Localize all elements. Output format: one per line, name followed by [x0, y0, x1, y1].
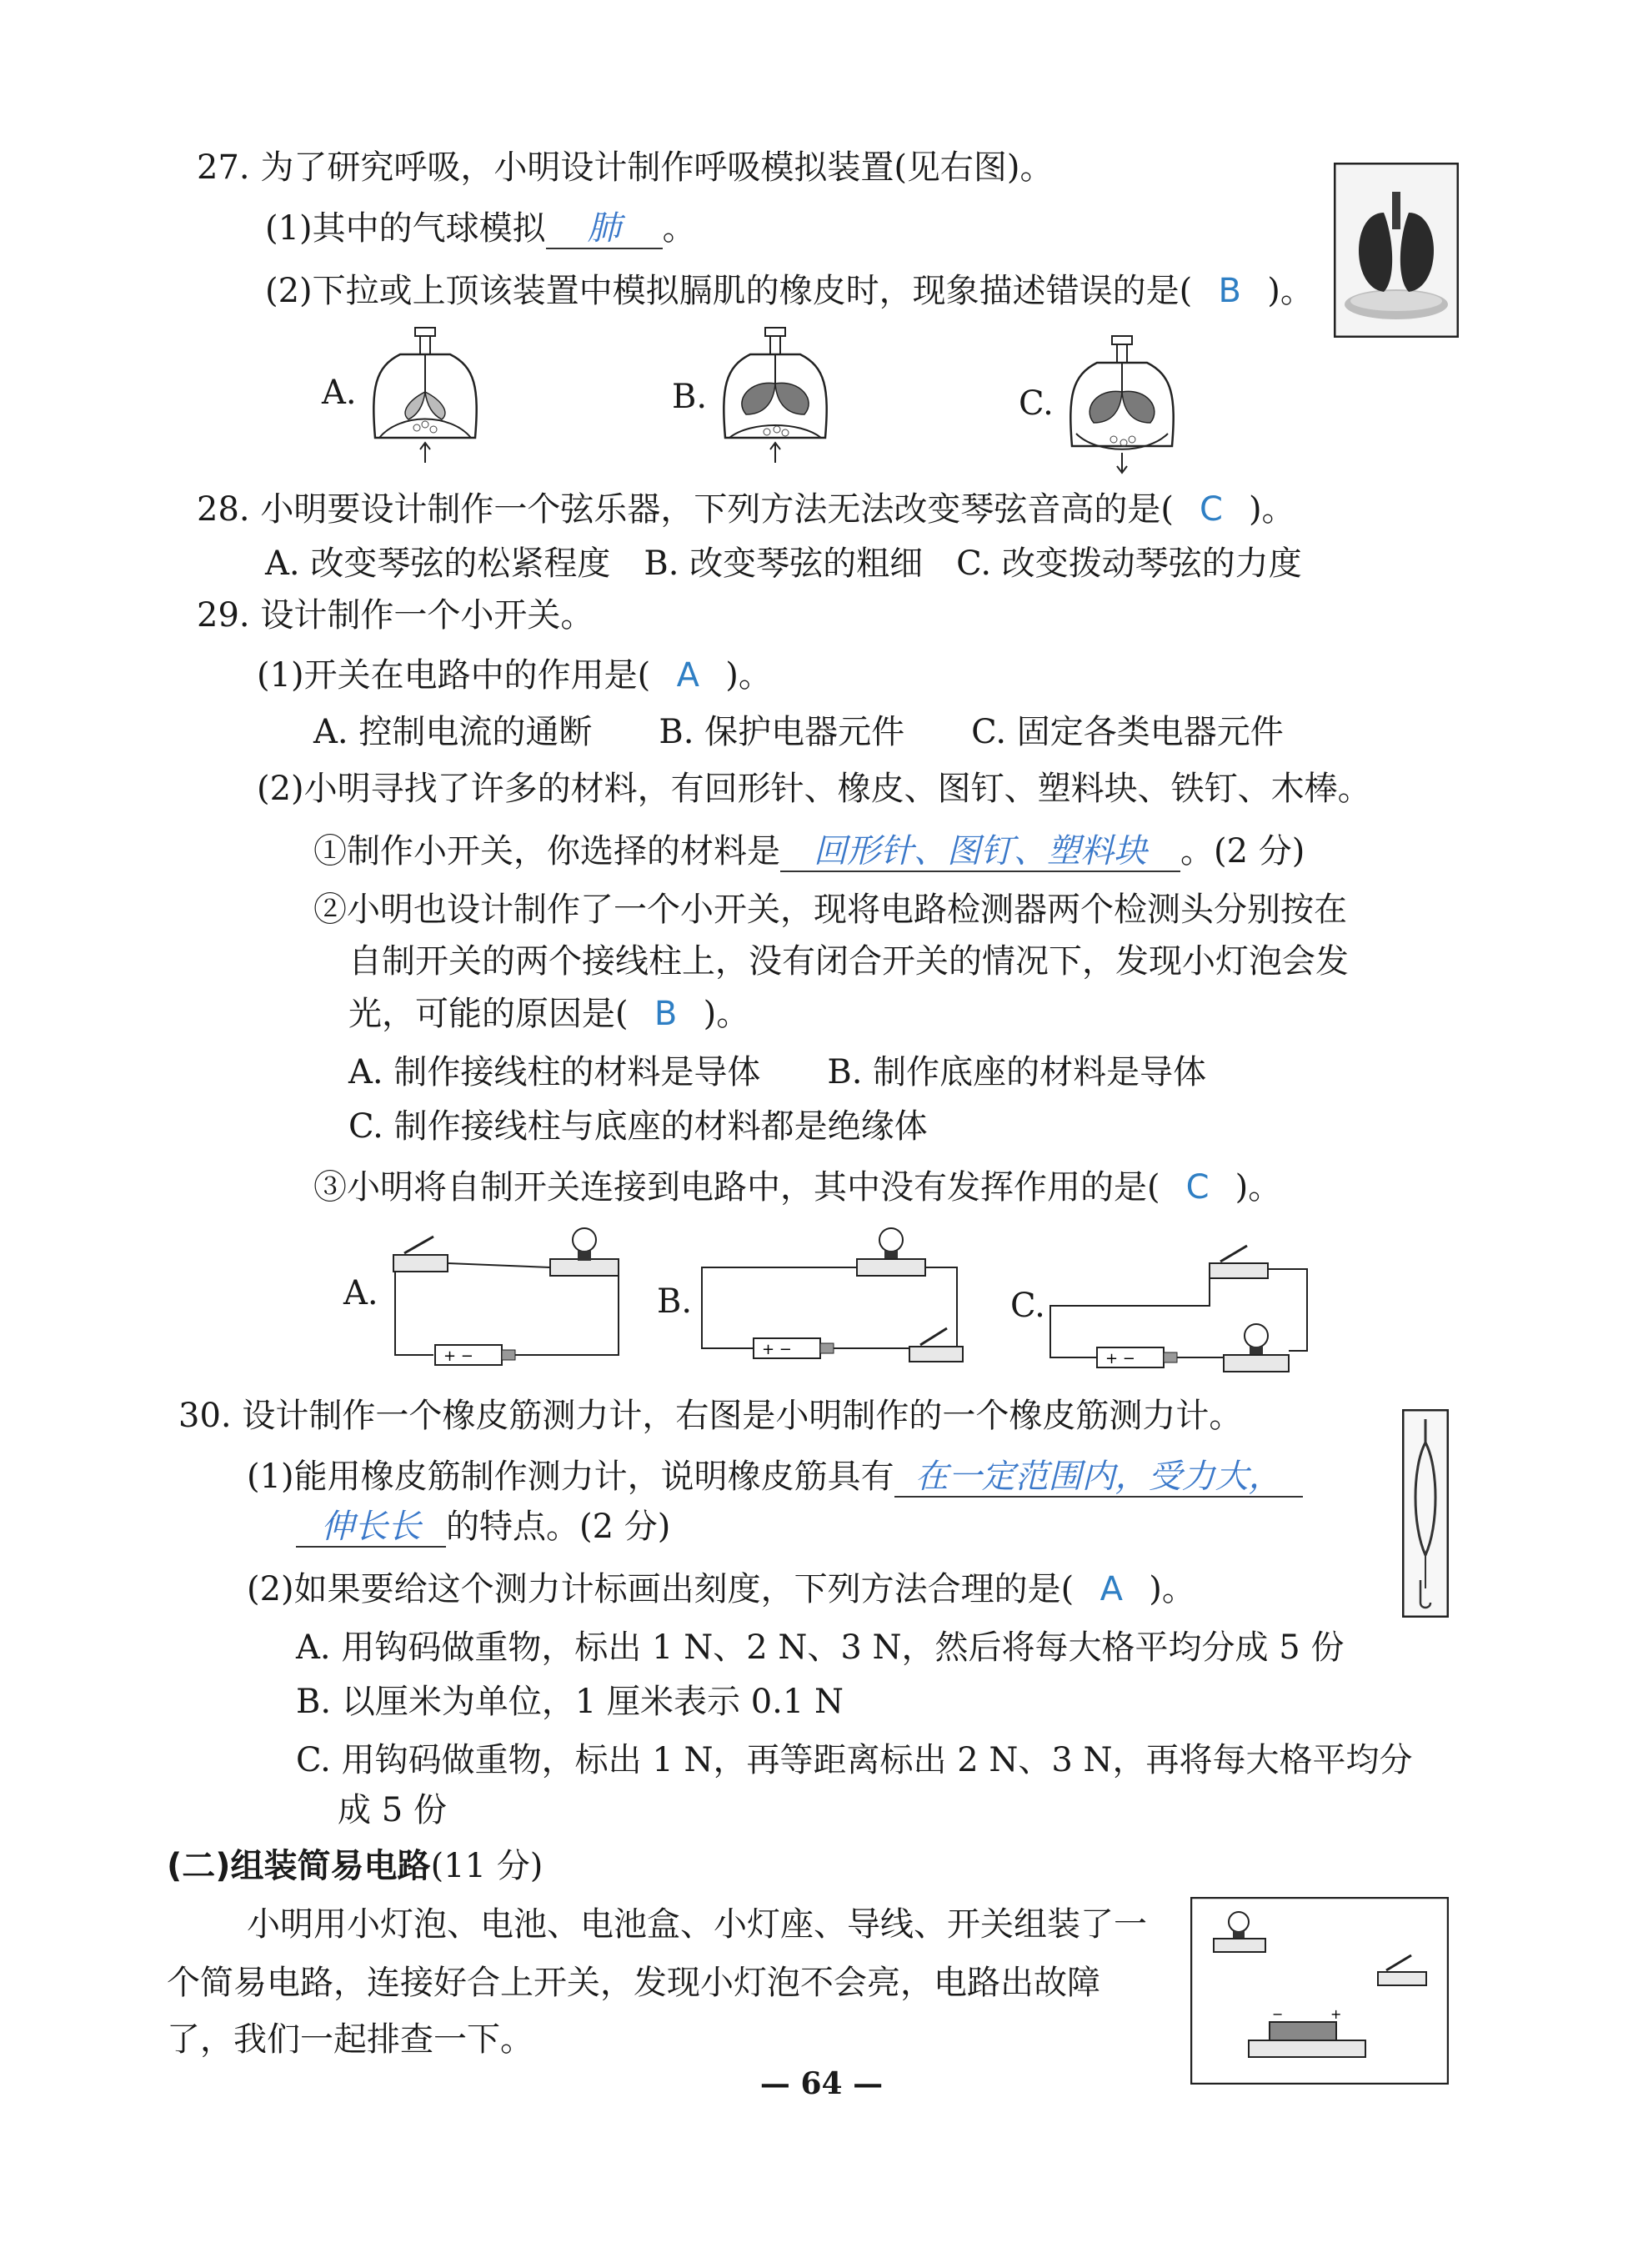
- circuit-b-diagram: [697, 1222, 980, 1372]
- section2-title: (二)组装简易电路: [167, 1847, 431, 1885]
- q29-part1: [257, 654, 772, 697]
- q30-part1: [247, 1455, 1303, 1498]
- q29-part1-options: A. 控制电流的通断 B. 保护电器元件 C. 固定各类电器元件: [313, 713, 1284, 751]
- breathing-model-photo: [1334, 163, 1459, 338]
- q27-option-a-label: A.: [322, 374, 357, 412]
- circuit-b-label: B.: [657, 1282, 693, 1321]
- section2-score: (11 分): [430, 1847, 543, 1885]
- q28-stem: [197, 488, 1295, 531]
- q27-part1: [265, 207, 696, 250]
- q30-part2-end: )。: [1149, 1570, 1195, 1608]
- q28-answer[interactable]: C: [1199, 490, 1223, 529]
- q29-sub2-answer[interactable]: B: [654, 995, 678, 1033]
- page-number-dash-right: —: [842, 2066, 884, 2101]
- q30-part1-text: (1)能用橡皮筋制作测力计，说明橡皮筋具有: [247, 1458, 894, 1496]
- page-number-dash-left: —: [759, 2066, 801, 2101]
- q27-option-b-label: B.: [672, 378, 708, 416]
- q30-option-c-line2: 成 5 份: [338, 1791, 447, 1829]
- bell-jar-a-diagram: [358, 321, 492, 467]
- q29-part1-text: (1)开关在电路中的作用是(: [257, 656, 651, 695]
- q27-stem: 27. 为了研究呼吸，小明设计制作呼吸模拟装置(见右图)。: [197, 148, 1054, 187]
- svg-text:+ −: + −: [1105, 1350, 1135, 1367]
- q29-sub3-answer[interactable]: C: [1185, 1168, 1210, 1207]
- page-number-value: 64: [800, 2066, 843, 2101]
- q27-part2-end: )。: [1267, 272, 1314, 310]
- q27-part2: [265, 269, 1314, 313]
- section2-line2: 个简易电路，连接好合上开关，发现小灯泡不会亮，电路出故障: [167, 1964, 1100, 2002]
- svg-text:+: +: [1330, 2006, 1342, 2022]
- q29-sub3-end: )。: [1235, 1168, 1282, 1207]
- q29-sub1-answer[interactable]: 回形针、图钉、塑料块: [780, 832, 1180, 872]
- circuit-c-label: C.: [1010, 1287, 1045, 1325]
- page-number: [0, 2066, 1643, 2101]
- q27-part2-text: (2)下拉或上顶该装置中模拟膈肌的橡皮时，现象描述错误的是(: [265, 272, 1193, 310]
- q30-option-b: B. 以厘米为单位，1 厘米表示 0.1 N: [296, 1683, 844, 1721]
- q30-part2-answer[interactable]: A: [1100, 1570, 1123, 1608]
- q30-part2: [247, 1568, 1195, 1611]
- svg-text:+ −: + −: [443, 1347, 473, 1365]
- section2-line3: 了，我们一起排查一下。: [167, 2020, 533, 2059]
- q29-sub2-options-ab: A. 制作接线柱的材料是导体 B. 制作底座的材料是导体: [348, 1053, 1207, 1091]
- q28-stem-text: 28. 小明要设计制作一个弦乐器，下列方法无法改变琴弦音高的是(: [197, 490, 1174, 529]
- circuit-a-diagram: [383, 1222, 634, 1367]
- q29-sub2-end: )。: [703, 995, 750, 1033]
- circuit-components-figure: [1190, 1897, 1449, 2085]
- q29-sub2-line3: [348, 992, 749, 1036]
- svg-text:+ −: + −: [762, 1341, 792, 1358]
- q27-part1-text: (1)其中的气球模拟: [265, 209, 546, 248]
- q29-sub2-text: 光，可能的原因是(: [348, 995, 629, 1033]
- q27-part1-end: 。: [662, 209, 696, 248]
- q29-sub1: [313, 830, 1305, 873]
- q30-part1-end: 的特点。(2 分): [446, 1508, 671, 1546]
- q29-sub1-end: 。(2 分): [1180, 832, 1305, 871]
- q30-option-a: A. 用钩码做重物，标出 1 N、2 N、3 N，然后将每大格平均分成 5 份: [296, 1628, 1345, 1667]
- circuit-a-label: A.: [343, 1274, 378, 1312]
- q27-option-c-label: C.: [1019, 384, 1054, 423]
- rubber-band-scale-photo: [1402, 1409, 1449, 1618]
- section2-heading: [167, 1844, 543, 1888]
- q29-sub3: [313, 1166, 1281, 1209]
- q30-stem: 30. 设计制作一个橡皮筋测力计，右图是小明制作的一个橡皮筋测力计。: [178, 1397, 1243, 1435]
- circuit-c-diagram: [1047, 1226, 1322, 1380]
- q29-sub3-text: ③小明将自制开关连接到电路中，其中没有发挥作用的是(: [313, 1168, 1160, 1207]
- q29-sub2-option-c: C. 制作接线柱与底座的材料都是绝缘体: [348, 1107, 928, 1146]
- bell-jar-c-diagram: [1055, 329, 1189, 475]
- bell-jar-b-diagram: [709, 321, 842, 467]
- q30-part1-answer-2[interactable]: 伸长长: [296, 1508, 446, 1548]
- q29-stem: 29. 设计制作一个小开关。: [197, 596, 594, 635]
- q29-part1-answer[interactable]: A: [676, 656, 699, 695]
- section2-line1: 小明用小灯泡、电池、电池盒、小灯座、导线、开关组装了一: [247, 1905, 1147, 1944]
- q29-sub2-line2: 自制开关的两个接线柱上，没有闭合开关的情况下，发现小灯泡会发: [348, 942, 1349, 981]
- q30-part1-answer-1[interactable]: 在一定范围内，受力大，: [894, 1458, 1303, 1498]
- q29-part2: (2)小明寻找了许多的材料，有回形针、橡皮、图钉、塑料块、铁钉、木棒。: [257, 770, 1371, 808]
- svg-text:−: −: [1272, 2006, 1284, 2022]
- q27-part2-answer[interactable]: B: [1218, 272, 1241, 310]
- q30-option-c-line1: C. 用钩码做重物，标出 1 N，再等距离标出 2 N、3 N，再将每大格平均分: [296, 1741, 1413, 1779]
- q29-sub1-text: ①制作小开关，你选择的材料是: [313, 832, 780, 871]
- q29-sub2-line1: ②小明也设计制作了一个小开关，现将电路检测器两个检测头分别按在: [313, 891, 1347, 929]
- q28-end: )。: [1248, 490, 1295, 529]
- q27-part1-answer[interactable]: 肺: [546, 209, 663, 249]
- q30-part1-cont: [296, 1505, 670, 1548]
- q28-options: A. 改变琴弦的松紧程度 B. 改变琴弦的粗细 C. 改变拨动琴弦的力度: [265, 544, 1302, 583]
- q30-part2-text: (2)如果要给这个测力计标画出刻度，下列方法合理的是(: [247, 1570, 1074, 1608]
- q29-part1-end: )。: [725, 656, 772, 695]
